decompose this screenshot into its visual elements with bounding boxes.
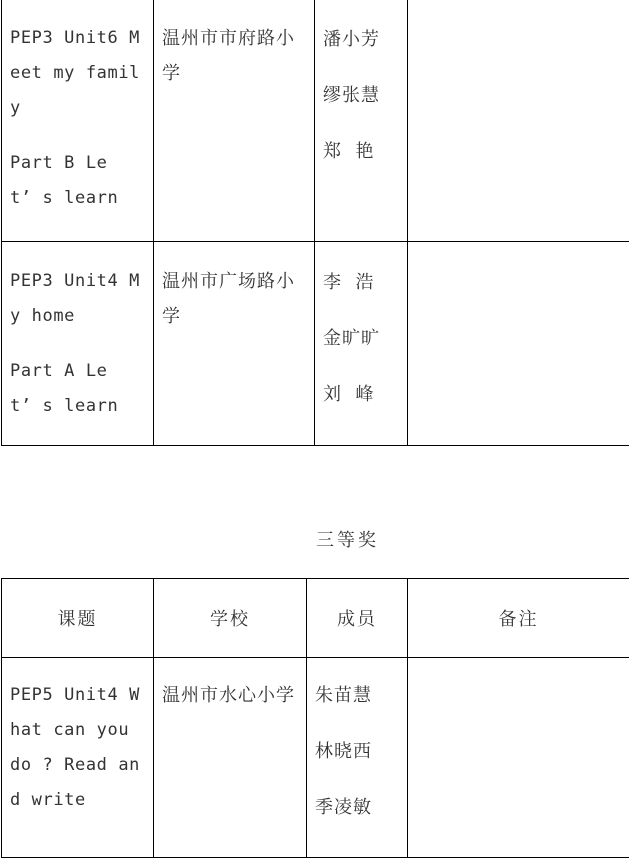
table-header-row: [2, 579, 629, 658]
header-topic: 课题: [2, 579, 154, 658]
header-school: 学校: [154, 579, 307, 658]
topic-text: PEP5 Unit4 W hat can you do ? Read an d write: [10, 678, 153, 818]
topic-text: PEP3 Unit4 M y home: [10, 264, 153, 334]
school-name: 温州市水心小学: [154, 658, 306, 713]
note-cell: [408, 0, 629, 242]
section-title: 三等奖: [0, 526, 629, 552]
school-cell: [154, 0, 315, 242]
note-cell: [408, 242, 629, 446]
topic-part-text: Part A Le t’ s learn: [10, 354, 153, 424]
member-name: 郑 艳: [323, 124, 407, 180]
header-note: 备注: [408, 579, 629, 658]
awards-table-continued: [1, 0, 629, 446]
school-name: 温州市广场路小学: [154, 242, 314, 334]
table-row: [2, 242, 629, 446]
topic-cell: [2, 242, 154, 446]
member-name: 季凌敏: [315, 780, 407, 836]
member-name: 林晓西: [315, 724, 407, 780]
member-name: 刘 峰: [323, 367, 407, 423]
member-name: 朱苗慧: [315, 668, 407, 724]
member-name: 缪张慧: [323, 68, 407, 124]
school-name: 温州市市府路小学: [154, 0, 314, 91]
topic-cell: [2, 0, 154, 242]
members-cell: [315, 0, 408, 242]
topic-cell: [2, 658, 154, 858]
topic-text: PEP3 Unit6 M eet my famil y: [10, 21, 153, 126]
third-prize-table: [1, 578, 629, 858]
members-cell: [315, 242, 408, 446]
header-members: 成员: [307, 579, 408, 658]
note-cell: [408, 658, 629, 858]
topic-part-text: Part B Le t’ s learn: [10, 146, 153, 216]
member-name: 李 浩: [323, 255, 407, 311]
school-cell: [154, 242, 315, 446]
table-row: [2, 0, 629, 242]
school-cell: [154, 658, 307, 858]
members-cell: [307, 658, 408, 858]
member-name: 潘小芳: [323, 12, 407, 68]
table-row: [2, 658, 629, 858]
member-name: 金旷旷: [323, 311, 407, 367]
